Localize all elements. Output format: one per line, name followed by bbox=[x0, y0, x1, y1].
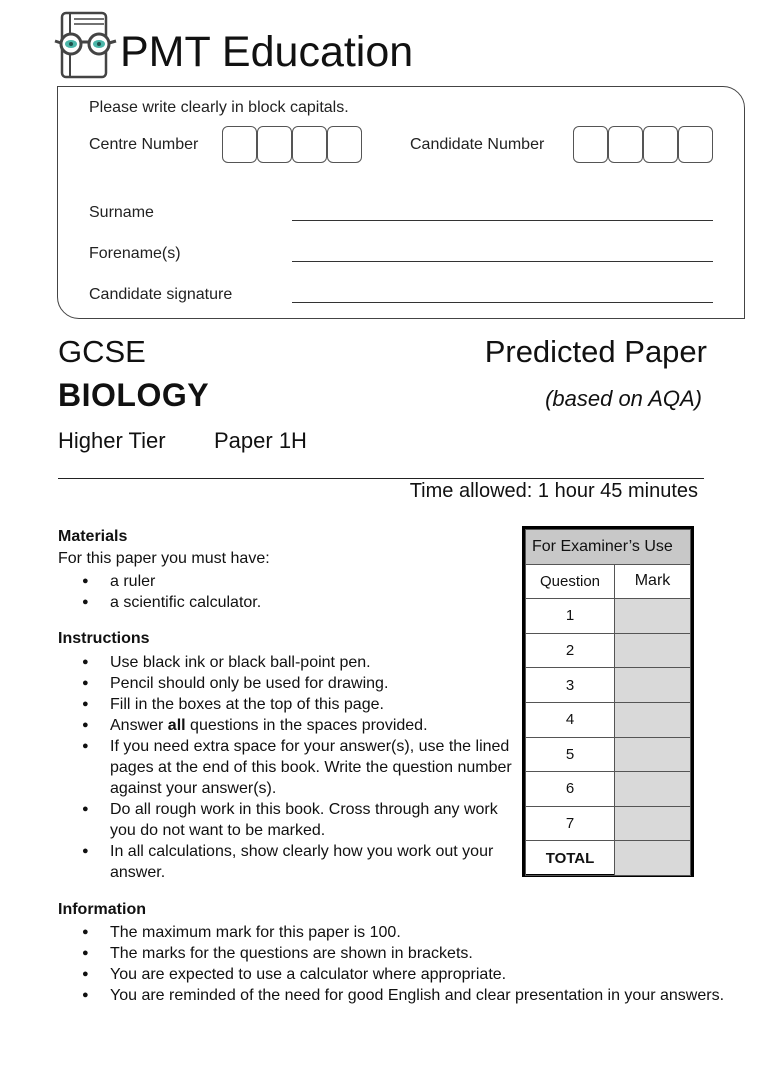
time-allowed: Time allowed: 1 hour 45 minutes bbox=[409, 480, 698, 502]
centre-digit-box[interactable] bbox=[292, 126, 327, 163]
list-item bbox=[82, 715, 522, 736]
mark-cell bbox=[615, 668, 691, 703]
mark-cell bbox=[615, 599, 691, 634]
list-item: ● You are expected to use a calculator where appropriate. bbox=[82, 964, 762, 985]
materials-intro: For this paper you must have: bbox=[58, 550, 270, 567]
brand-header bbox=[54, 10, 474, 82]
candidate-number-label: Candidate Number bbox=[410, 136, 545, 153]
forename-label: Forename(s) bbox=[89, 245, 181, 262]
list-item: ● Fill in the boxes at the top of this page. bbox=[82, 694, 522, 715]
answer-all-text: Answer all questions in the spaces provided. bbox=[110, 717, 428, 734]
signature-line[interactable] bbox=[292, 302, 713, 303]
list-item: ● In all calculations, show clearly how you work out your answer. bbox=[82, 841, 522, 883]
examiner-use-table bbox=[522, 526, 694, 877]
qualification-title: GCSE bbox=[58, 334, 146, 369]
list-item: ● You are reminded of the need for good English and clear presentation in your answers. bbox=[82, 985, 762, 1006]
brand-title: PMT Education bbox=[120, 28, 414, 76]
mark-cell bbox=[615, 633, 691, 668]
total-label: TOTAL bbox=[526, 841, 615, 876]
forename-line[interactable] bbox=[292, 261, 713, 262]
paper-type-title: Predicted Paper bbox=[484, 334, 707, 369]
paper-label: Paper 1H bbox=[214, 428, 307, 453]
centre-number-boxes bbox=[222, 126, 362, 163]
question-number: 2 bbox=[526, 633, 615, 668]
list-item: ● Use black ink or black ball-point pen. bbox=[82, 652, 522, 673]
question-number: 6 bbox=[526, 772, 615, 807]
instructions-heading: Instructions bbox=[58, 630, 150, 647]
candidate-details-box bbox=[57, 86, 745, 319]
instructions-list bbox=[82, 652, 522, 883]
question-number: 7 bbox=[526, 806, 615, 841]
materials-list bbox=[82, 571, 261, 613]
centre-digit-box[interactable] bbox=[222, 126, 257, 163]
materials-heading: Materials bbox=[58, 528, 128, 545]
board-note: (based on AQA) bbox=[545, 386, 702, 411]
examiner-table-header: For Examiner’s Use bbox=[526, 530, 691, 565]
list-item: ● The maximum mark for this paper is 100. bbox=[82, 922, 762, 943]
mark-cell bbox=[615, 702, 691, 737]
candidate-digit-box[interactable] bbox=[573, 126, 608, 163]
information-list bbox=[82, 922, 762, 1006]
pmt-logo-icon bbox=[54, 10, 120, 82]
candidate-digit-box[interactable] bbox=[608, 126, 643, 163]
list-item: ● a ruler bbox=[82, 571, 261, 592]
centre-digit-box[interactable] bbox=[327, 126, 362, 163]
list-item: ● Pencil should only be used for drawing. bbox=[82, 673, 522, 694]
candidate-digit-box[interactable] bbox=[643, 126, 678, 163]
list-item: ● The marks for the questions are shown in brackets. bbox=[82, 943, 762, 964]
mark-column-header: Mark bbox=[615, 564, 691, 599]
question-number: 3 bbox=[526, 668, 615, 703]
surname-label: Surname bbox=[89, 204, 154, 221]
list-item: ● If you need extra space for your answer(s), use the lined pages at the end of this book. Write the question number against your answer(s). bbox=[82, 736, 522, 799]
mark-cell bbox=[615, 772, 691, 807]
signature-label: Candidate signature bbox=[89, 286, 233, 303]
mark-cell bbox=[615, 806, 691, 841]
subject-title: BIOLOGY bbox=[58, 377, 210, 413]
centre-number-label: Centre Number bbox=[89, 136, 199, 153]
title-divider bbox=[58, 478, 704, 479]
mark-cell bbox=[615, 737, 691, 772]
information-heading: Information bbox=[58, 901, 146, 918]
surname-line[interactable] bbox=[292, 220, 713, 221]
tier-label: Higher Tier bbox=[58, 428, 166, 453]
total-mark-cell bbox=[615, 841, 691, 876]
block-capitals-instruction: Please write clearly in block capitals. bbox=[89, 99, 349, 116]
question-number: 4 bbox=[526, 702, 615, 737]
centre-digit-box[interactable] bbox=[257, 126, 292, 163]
candidate-digit-box[interactable] bbox=[678, 126, 713, 163]
candidate-number-boxes bbox=[573, 126, 713, 163]
question-number: 1 bbox=[526, 599, 615, 634]
question-column-header: Question bbox=[526, 564, 615, 599]
emphasis-all: all bbox=[167, 717, 186, 734]
question-number: 5 bbox=[526, 737, 615, 772]
list-item: ● Do all rough work in this book. Cross through any work you do not want to be marked. bbox=[82, 799, 522, 841]
list-item: ● a scientific calculator. bbox=[82, 592, 261, 613]
